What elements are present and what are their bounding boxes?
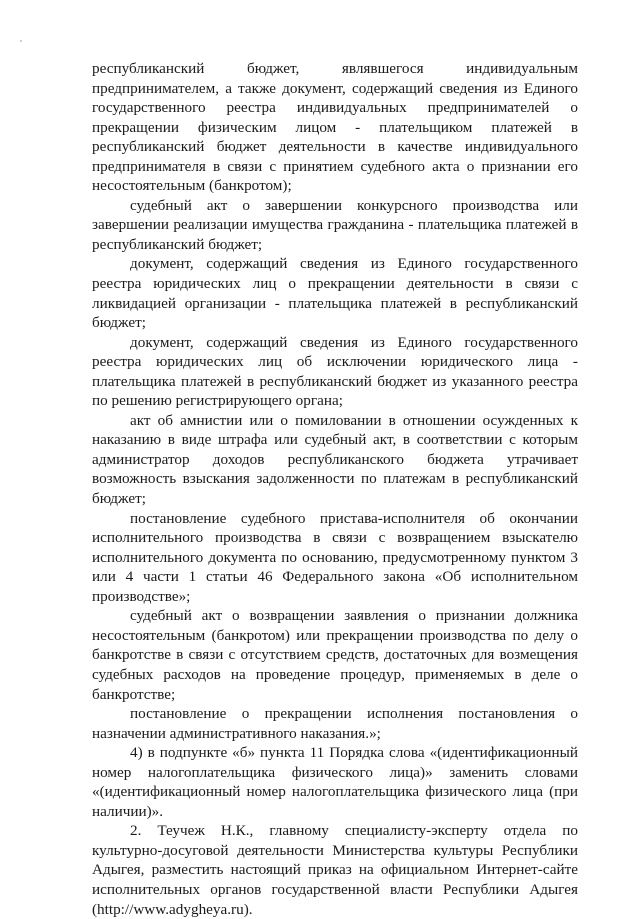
paragraph-amnesty: акт об амнистии или о помиловании в отношении осужденных к наказанию в виде штрафа или судебный акт, в соответствии с которым администратор доходов республиканского бюджета утрачивает возможность взыскания задолженности по платежам в республиканский бюджет; — [92, 411, 578, 508]
paragraph-continuation: республиканский бюджет, являвшегося индивидуальным предпринимателем, а также документ, содержащий сведения из Единого государственного реестра индивидуальных предпринимателей о прекращении физическим лицом - плательщиком платежей в республиканский бюджет деятельности в качестве индивидуального предпринимателя в связи с принятием судебного акта о признании его несостоятельным (банкротом); — [92, 60, 578, 195]
paragraph-bailiff-resolution: постановление судебного пристава-исполнителя об окончании исполнительного производства в связи с возвращением взыскателю исполнительного документа по основанию, предусмотренному пунктом 3 или 4 части 1 статьи 46 Федерального закона «Об исполнительном производстве»; — [92, 509, 578, 605]
paragraph-liquidation: документ, содержащий сведения из Единого государственного реестра юридических лиц о прекращении деятельности в связи с ликвидацией организации - плательщика платежей в республиканский бюджет; — [92, 255, 578, 332]
paragraph-bankruptcy-return: судебный акт о возвращении заявления о признании должника несостоятельным (банкротом) или прекращении производства по делу о банкротстве в связи с отсутствием средств, достаточных для возмещения судебных расходов на проведение процедур, применяемых в деле о банкротстве; — [92, 607, 578, 703]
paragraph-item-2: 2. Теучеж Н.К., главному специалисту-эксперту отдела по культурно-досуговой деятельности Министерства культуры Республики Адыгея, разместить настоящий приказ на официальном Интернет-сайте исполнительных органов государственной власти Республики Адыгея (http://www.adygheya.ru). — [92, 822, 578, 918]
document-body — [92, 59, 578, 919]
paragraph-termination: постановление о прекращении исполнения постановления о назначении административного наказания.»; — [92, 705, 578, 742]
paragraph-item-4: 4) в подпункте «б» пункта 11 Порядка слова «(идентификационный номер налогоплательщика физического лица)» заменить словами «(идентификационный номер налогоплательщика физического лица (при наличии)». — [92, 744, 578, 820]
scan-speck — [20, 40, 22, 42]
paragraph-bankruptcy-completion: судебный акт о завершении конкурсного производства или завершении реализации имущества гражданина - плательщика платежей в республиканский бюджет; — [92, 196, 578, 253]
paragraph-exclusion: документ, содержащий сведения из Единого государственного реестра юридических лиц об исключении юридического лица - плательщика платежей в республиканский бюджет из указанного реестра по решению регистрирующего органа; — [92, 333, 578, 410]
